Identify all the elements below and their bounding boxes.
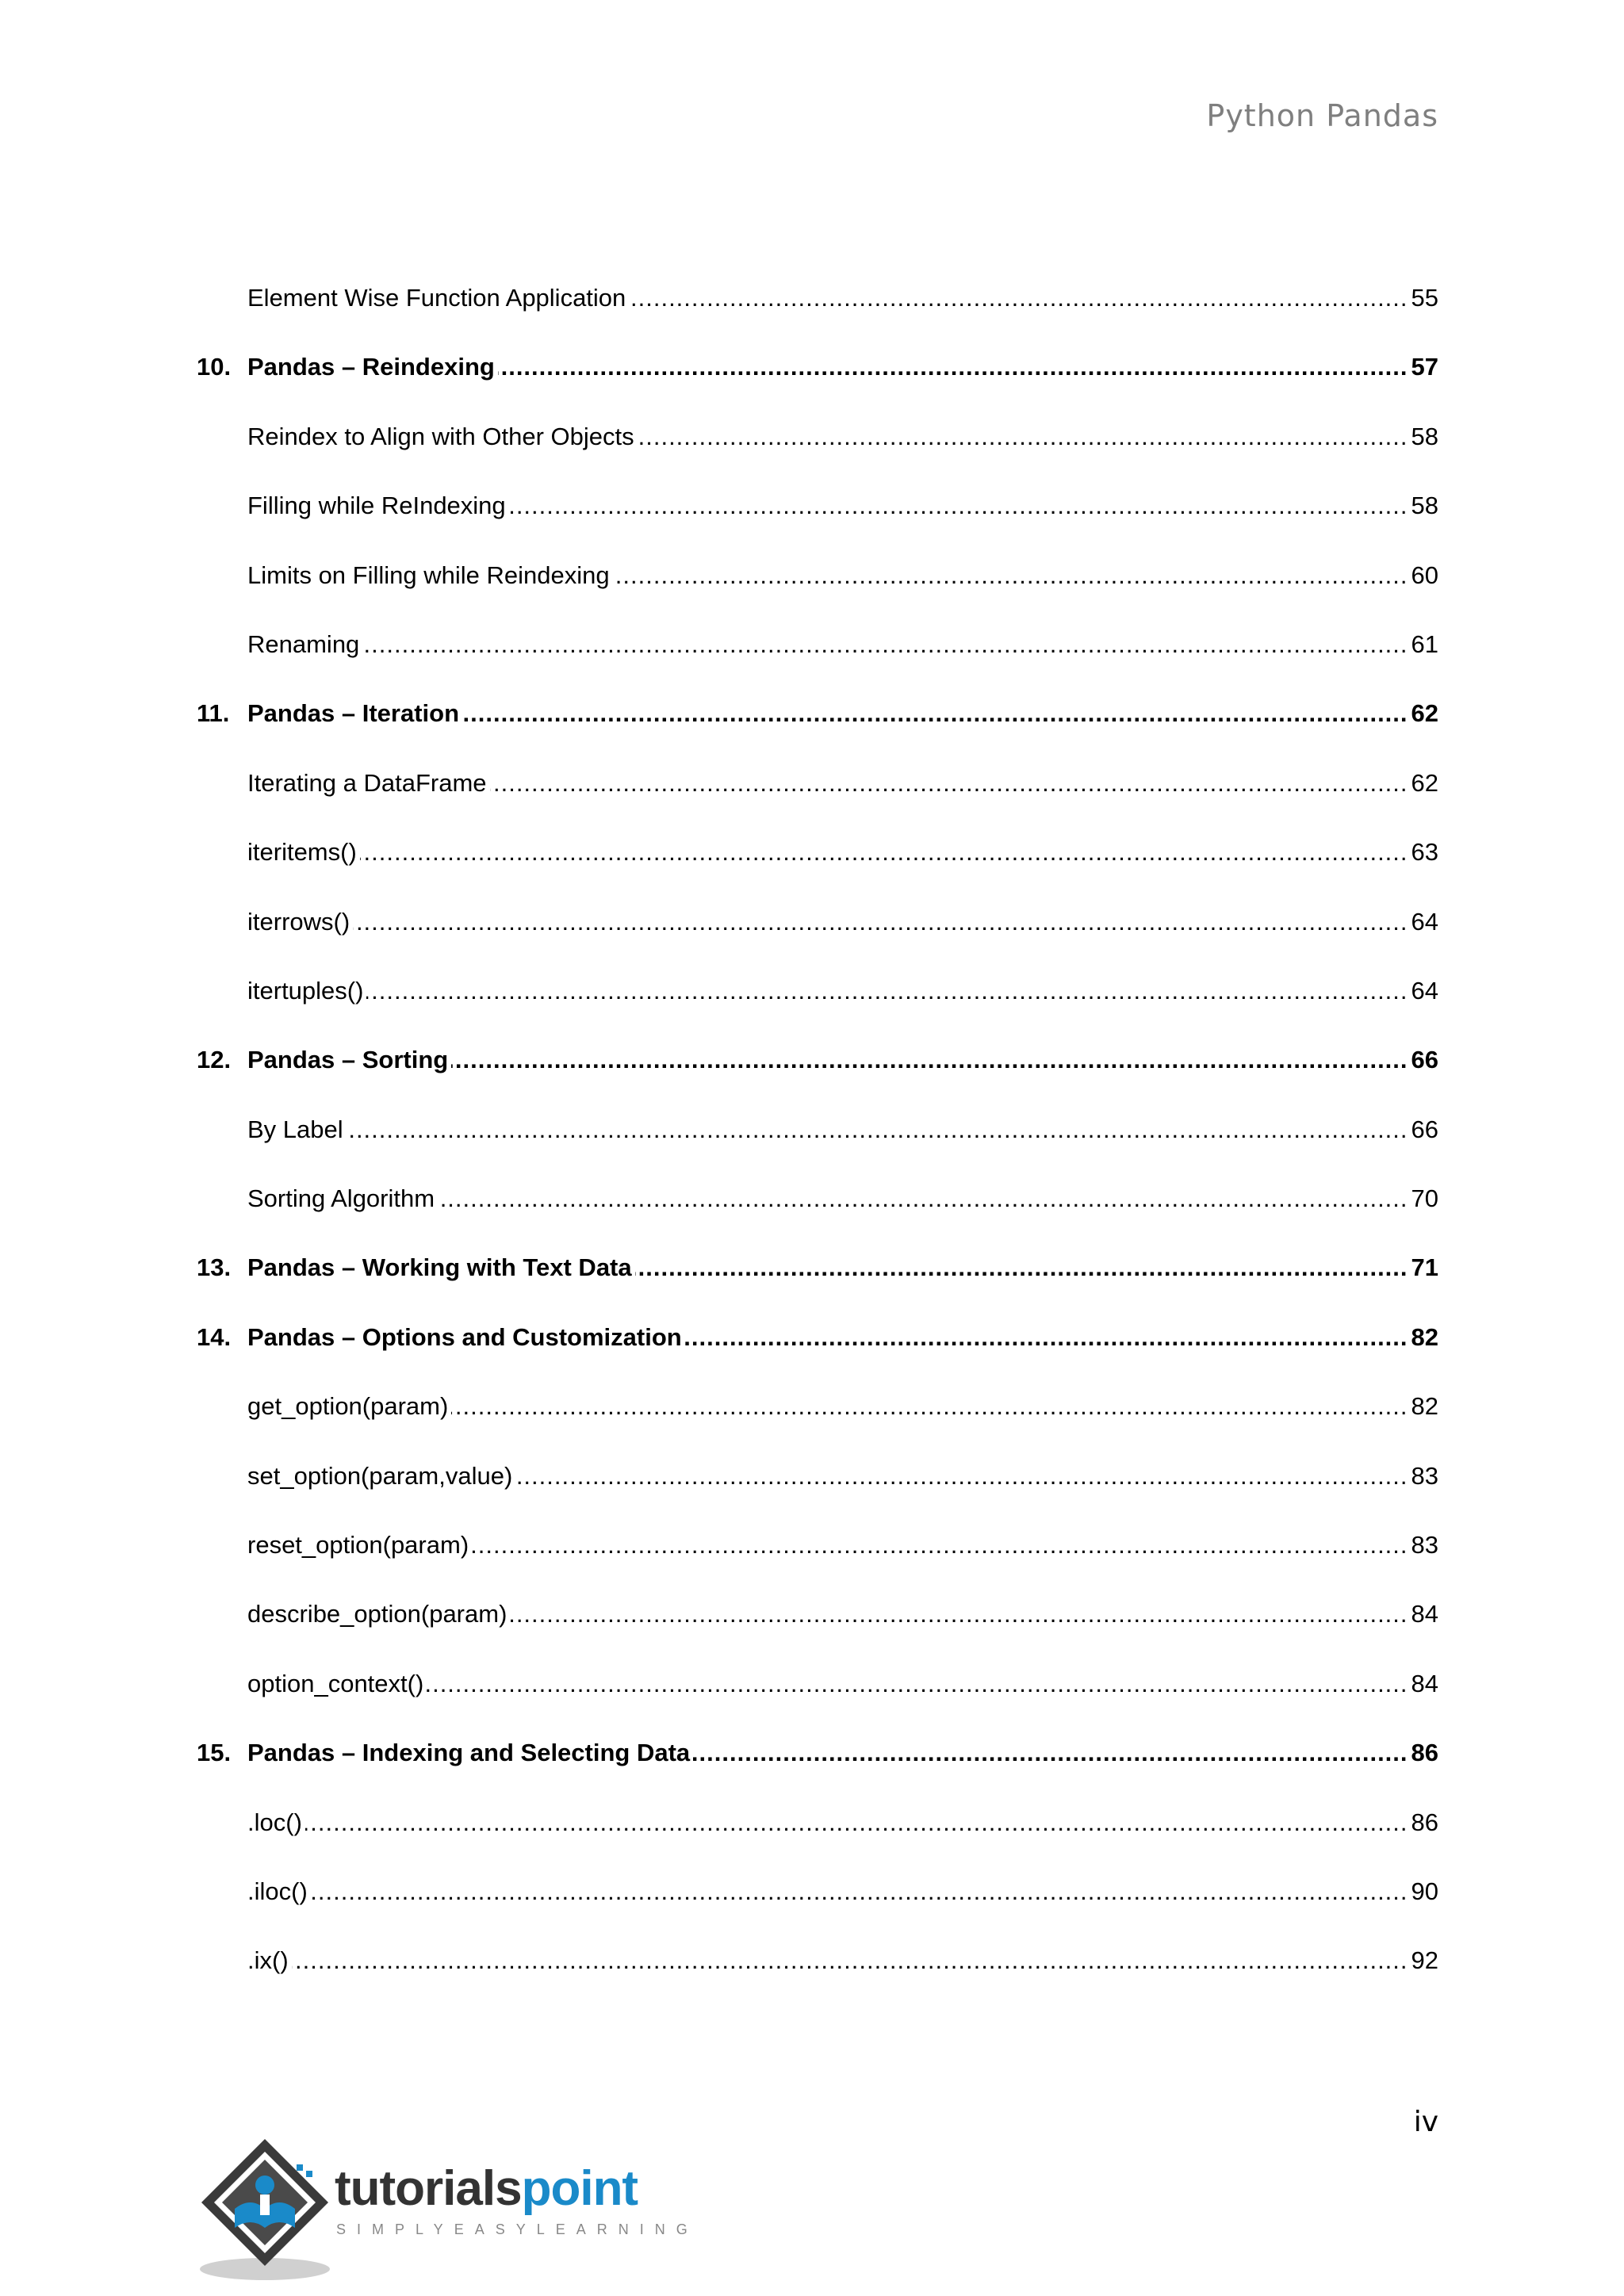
toc-entry-number: 10.	[197, 353, 232, 381]
toc-entry-page: 62	[1411, 768, 1438, 797]
toc-entry-page: 60	[1411, 561, 1438, 589]
toc-dot-leader	[305, 1804, 1408, 1842]
toc-section-entry[interactable]	[197, 1873, 1438, 1942]
toc-entry-page: 61	[1411, 629, 1438, 658]
page-number: iv	[1413, 2106, 1438, 2138]
toc-entry-page: 71	[1411, 1253, 1438, 1282]
toc-dot-leader	[498, 348, 1408, 386]
toc-section-entry[interactable]	[197, 1180, 1438, 1249]
toc-dot-leader	[472, 1526, 1408, 1564]
toc-entry-page: 63	[1411, 838, 1438, 867]
toc-section-entry[interactable]	[197, 1804, 1438, 1873]
toc-dot-leader	[353, 903, 1408, 941]
toc-dot-leader	[360, 833, 1408, 871]
toc-entry-page: 86	[1411, 1808, 1438, 1836]
table-of-contents	[197, 279, 1438, 2011]
toc-entry-label: Pandas – Working with Text Data	[247, 1253, 632, 1282]
toc-entry-page: 84	[1411, 1600, 1438, 1628]
toc-chapter-entry[interactable]	[197, 1249, 1438, 1318]
toc-section-entry[interactable]	[197, 1942, 1438, 2011]
toc-section-entry[interactable]	[197, 972, 1438, 1041]
running-header: Python Pandas	[1206, 98, 1438, 133]
toc-entry-page: 66	[1411, 1046, 1438, 1074]
toc-entry-label: Sorting Algorithm	[247, 1184, 435, 1213]
toc-section-entry[interactable]	[197, 626, 1438, 695]
toc-section-entry[interactable]	[197, 1457, 1438, 1526]
toc-entry-label: Filling while ReIndexing	[247, 492, 506, 520]
toc-entry-page: 83	[1411, 1461, 1438, 1490]
toc-entry-label: itertuples()	[247, 976, 364, 1004]
toc-entry-number: 11.	[197, 699, 230, 728]
toc-entry-label: Pandas – Options and Customization	[247, 1322, 682, 1351]
toc-dot-leader	[366, 972, 1408, 1010]
toc-dot-leader	[638, 418, 1408, 456]
toc-section-entry[interactable]	[197, 1595, 1438, 1664]
toc-section-entry[interactable]	[197, 1387, 1438, 1456]
toc-entry-page: 92	[1411, 1946, 1438, 1975]
toc-entry-page: 58	[1411, 492, 1438, 520]
toc-entry-page: 64	[1411, 976, 1438, 1004]
toc-dot-leader	[635, 1249, 1408, 1287]
logo-wordmark: tutorialspoint	[335, 2161, 638, 2216]
toc-entry-label: Reindex to Align with Other Objects	[247, 422, 634, 450]
toc-dot-leader	[462, 695, 1408, 733]
toc-section-entry[interactable]	[197, 764, 1438, 833]
toc-chapter-entry[interactable]	[197, 1041, 1438, 1110]
toc-dot-leader	[613, 557, 1408, 595]
toc-entry-label: option_context()	[247, 1669, 424, 1697]
toc-entry-label: describe_option(param)	[247, 1600, 508, 1628]
toc-entry-label: set_option(param,value)	[247, 1461, 513, 1490]
toc-dot-leader	[693, 1734, 1408, 1772]
toc-entry-page: 82	[1411, 1322, 1438, 1351]
toc-section-entry[interactable]	[197, 418, 1438, 487]
toc-entry-label: Limits on Filling while Reindexing	[247, 561, 610, 589]
toc-section-entry[interactable]	[197, 903, 1438, 972]
toc-entry-label: reset_option(param)	[247, 1531, 469, 1559]
toc-entry-page: 84	[1411, 1669, 1438, 1697]
toc-entry-label: iterrows()	[247, 907, 350, 936]
toc-entry-page: 66	[1411, 1115, 1438, 1143]
toc-entry-number: 13.	[197, 1253, 232, 1282]
toc-entry-label: Pandas – Indexing and Selecting Data	[247, 1739, 691, 1767]
toc-entry-number: 14.	[197, 1322, 232, 1351]
tutorialspoint-logo-icon	[195, 2133, 338, 2283]
toc-dot-leader	[347, 1111, 1408, 1149]
toc-dot-leader	[451, 1041, 1408, 1079]
toc-entry-page: 90	[1411, 1877, 1438, 1905]
toc-dot-leader	[292, 1942, 1408, 1980]
toc-entry-page: 64	[1411, 907, 1438, 936]
toc-dot-leader	[438, 1180, 1408, 1218]
toc-entry-page: 62	[1411, 699, 1438, 728]
toc-section-entry[interactable]	[197, 279, 1438, 348]
toc-entry-label: Pandas – Reindexing	[247, 353, 495, 381]
toc-section-entry[interactable]	[197, 487, 1438, 556]
toc-section-entry[interactable]	[197, 1111, 1438, 1180]
toc-entry-page: 57	[1411, 353, 1438, 381]
toc-entry-label: By Label	[247, 1115, 343, 1143]
toc-entry-label: iteritems()	[247, 838, 357, 867]
toc-entry-page: 58	[1411, 422, 1438, 450]
toc-section-entry[interactable]	[197, 1526, 1438, 1595]
toc-entry-number: 15.	[197, 1739, 232, 1767]
toc-entry-page: 55	[1411, 284, 1438, 312]
toc-entry-label: Pandas – Sorting	[247, 1046, 449, 1074]
toc-dot-leader	[510, 1595, 1408, 1633]
toc-entry-label: .loc()	[247, 1808, 302, 1836]
toc-section-entry[interactable]	[197, 833, 1438, 902]
toc-dot-leader	[509, 487, 1408, 525]
toc-dot-leader	[451, 1387, 1408, 1425]
toc-entry-page: 70	[1411, 1184, 1438, 1213]
toc-section-entry[interactable]	[197, 1665, 1438, 1734]
toc-entry-label: Renaming	[247, 629, 360, 658]
toc-entry-label: .ix()	[247, 1946, 289, 1975]
toc-entry-label: .iloc()	[247, 1877, 308, 1905]
logo-tagline: SIMPLYEASYLEARNING	[336, 2221, 699, 2237]
toc-dot-leader	[629, 279, 1408, 317]
toc-entry-label: Pandas – Iteration	[247, 699, 460, 728]
toc-dot-leader	[490, 764, 1408, 802]
tutorialspoint-logo	[195, 2133, 699, 2283]
toc-entry-label: Iterating a DataFrame	[247, 768, 487, 797]
toc-entry-page: 82	[1411, 1392, 1438, 1421]
toc-dot-leader	[515, 1457, 1408, 1495]
toc-chapter-entry[interactable]	[197, 348, 1438, 417]
toc-chapter-entry[interactable]	[197, 1734, 1438, 1803]
toc-entry-page: 86	[1411, 1739, 1438, 1767]
toc-entry-page: 83	[1411, 1531, 1438, 1559]
toc-section-entry[interactable]	[197, 557, 1438, 626]
toc-entry-number: 12.	[197, 1046, 232, 1074]
toc-dot-leader	[311, 1873, 1408, 1911]
toc-dot-leader	[427, 1665, 1408, 1703]
toc-chapter-entry[interactable]	[197, 695, 1438, 763]
toc-dot-leader	[362, 626, 1408, 664]
toc-entry-label: get_option(param)	[247, 1392, 449, 1421]
toc-dot-leader	[685, 1318, 1408, 1357]
toc-chapter-entry[interactable]	[197, 1318, 1438, 1387]
toc-entry-label: Element Wise Function Application	[247, 284, 626, 312]
